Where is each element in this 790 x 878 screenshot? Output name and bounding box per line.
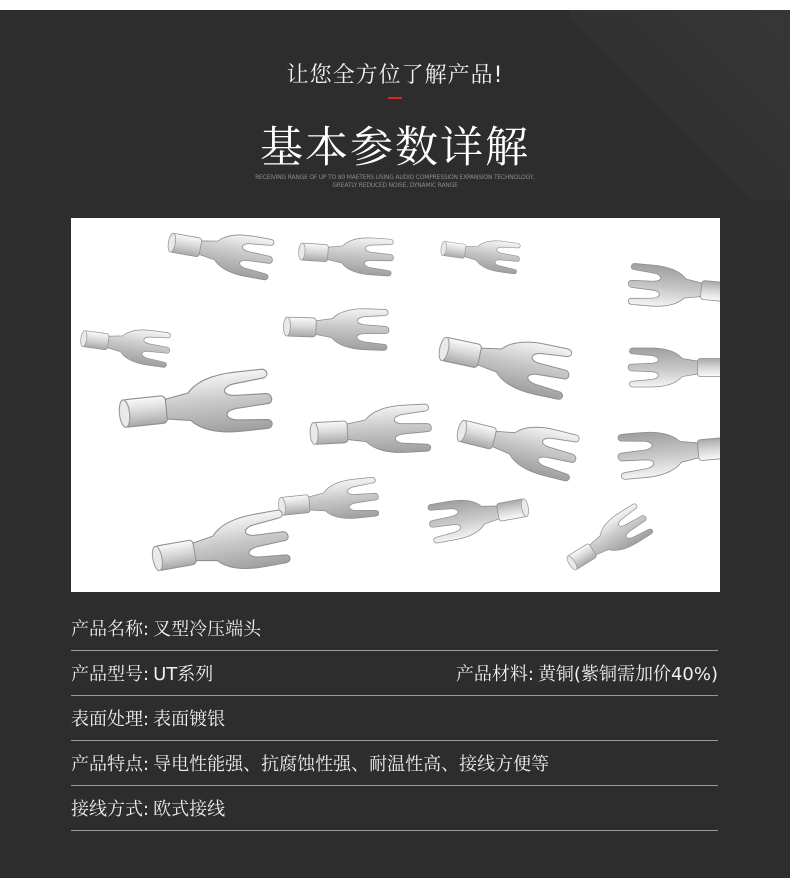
- spec-key: 接线方式:: [71, 799, 150, 820]
- spec-row-name: [71, 606, 718, 651]
- spec-value: 表面镀银: [153, 709, 226, 730]
- product-photo: [71, 218, 720, 592]
- spec-row-features: [71, 741, 718, 786]
- spec-key: 产品特点:: [71, 754, 150, 775]
- spec-value: UT系列: [153, 664, 214, 685]
- spade-terminals-illustration: [71, 218, 720, 592]
- spec-key: 表面处理:: [71, 709, 150, 730]
- spec-key: 产品名称:: [71, 619, 150, 640]
- english-caption-line-1: RECEIVING RANGE OF UP TO 80 MAETERS USING AUDIO COMPRESSION EXPANSION TECHNOLOGY,: [255, 174, 535, 181]
- section-subtitle: 让您全方位了解产品!: [286, 63, 504, 88]
- spec-row-model-material: [71, 651, 718, 696]
- spec-value: 欧式接线: [153, 799, 226, 820]
- spec-key: 产品型号:: [71, 664, 150, 685]
- spec-value: 叉型冷压端头: [153, 619, 262, 640]
- spec-row-wiring: [71, 786, 718, 831]
- spec-value: 导电性能强、抗腐蚀性强、耐温性高、接线方便等: [153, 754, 550, 775]
- spec-table: [71, 606, 718, 831]
- product-detail-panel: [0, 10, 790, 878]
- spec-value: 黄铜(紫铜需加价40%): [537, 664, 718, 685]
- english-caption: [0, 174, 790, 190]
- spec-row-surface: [71, 696, 718, 741]
- english-caption-line-2: GREATLY REDUCED NOISE, DYNAMIC RANGE: [332, 182, 458, 189]
- spec-key: 产品材料:: [455, 664, 534, 685]
- accent-divider: [388, 97, 402, 99]
- section-title: 基本参数详解: [260, 123, 530, 173]
